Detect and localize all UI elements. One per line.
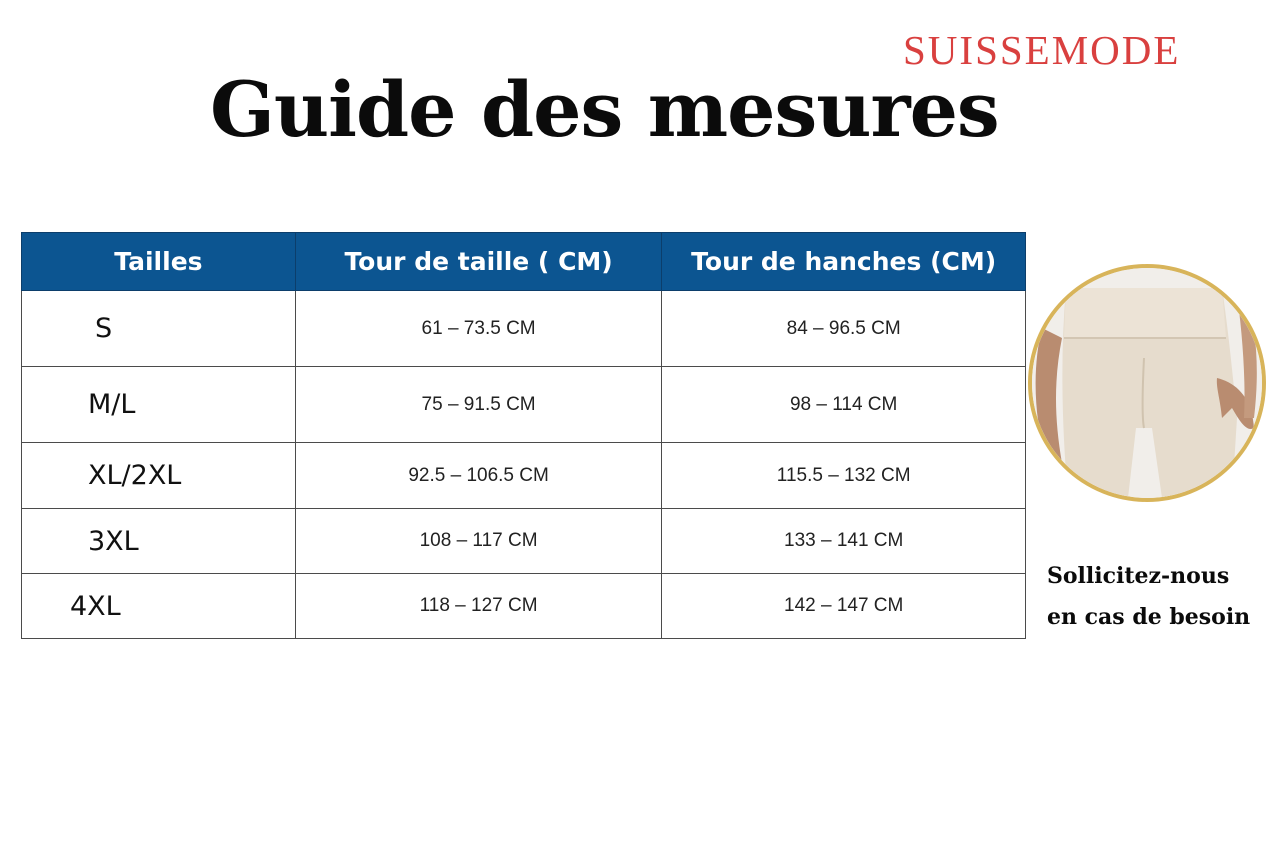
table-row [22,574,1026,639]
page-title: Guide des mesures [210,65,999,154]
size-table [21,232,1026,639]
hips-cell: 84 – 96.5 CM [662,291,1026,367]
size-cell: S [22,291,296,367]
size-cell: XL/2XL [22,443,296,509]
table-row [22,443,1026,509]
header-hips: Tour de hanches (CM) [662,233,1026,291]
hips-cell: 133 – 141 CM [662,509,1026,574]
waist-cell: 108 – 117 CM [295,509,662,574]
waist-cell: 92.5 – 106.5 CM [295,443,662,509]
table-row [22,291,1026,367]
hips-cell: 115.5 – 132 CM [662,443,1026,509]
help-note [1047,556,1277,638]
brand-logo: SUISSEMODE [903,27,1181,73]
table-header-row [22,233,1026,291]
table-row [22,367,1026,443]
header-sizes: Tailles [22,233,296,291]
table-row [22,509,1026,574]
waist-cell: 61 – 73.5 CM [295,291,662,367]
shaper-shorts-illustration [1032,268,1262,498]
waist-cell: 118 – 127 CM [295,574,662,639]
hips-cell: 142 – 147 CM [662,574,1026,639]
size-cell: 4XL [22,574,296,639]
size-cell: M/L [22,367,296,443]
size-cell: 3XL [22,509,296,574]
header-waist: Tour de taille ( CM) [295,233,662,291]
waist-cell: 75 – 91.5 CM [295,367,662,443]
product-photo [1028,264,1266,502]
hips-cell: 98 – 114 CM [662,367,1026,443]
help-line-1: Sollicitez-nous [1047,563,1230,589]
help-line-2: en cas de besoin [1047,604,1251,630]
